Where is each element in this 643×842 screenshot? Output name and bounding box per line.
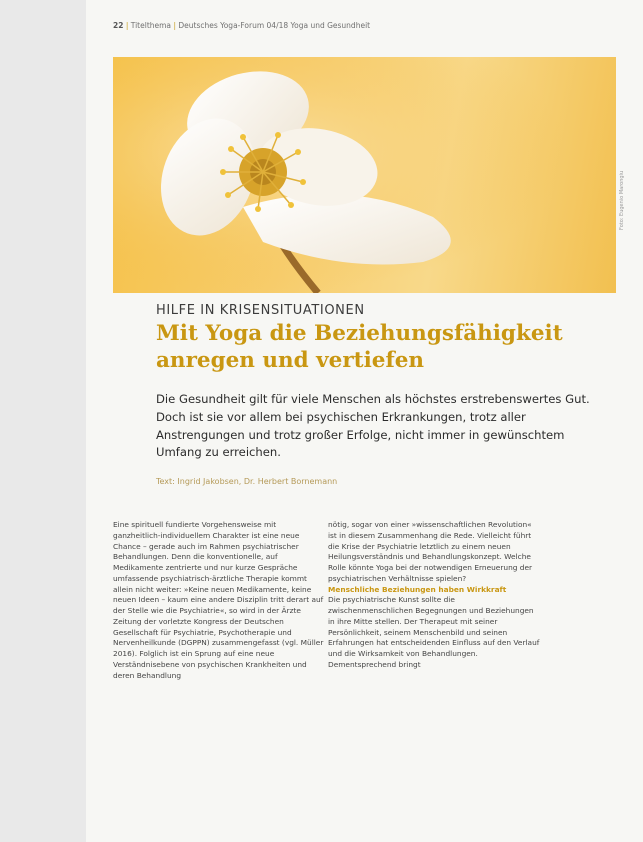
body-column-right	[328, 520, 540, 671]
article-title: Mit Yoga die Beziehungsfähigkeit anregen und vertiefen	[156, 321, 563, 373]
body-text-right-top: nötig, sogar von einer »wissenschaftlichen Revolution« ist in diesem Zusammenhang die Rede. Vielleicht führt die Krise der Psychiatrie letztlich zu einem neuen Heilungsverständnis und Behandlungskonzept. Welche Rolle könnte Yoga bei der notwendigen Erneuerung der psychiatrischen Verhältnisse spielen?	[328, 520, 533, 583]
lead-paragraph: Die Gesundheit gilt für viele Menschen als höchstes erstrebenswertes Gut. Doch ist sie vor allem bei psychischen Erkrankungen, trotz aller Anstrengungen und trotz großer Erfolge, nicht immer in gewünschtem Umfang zu erreichen.	[156, 392, 590, 460]
byline: Text: Ingrid Jakobsen, Dr. Herbert Bornemann	[156, 477, 338, 486]
flower-photo	[113, 57, 616, 293]
body-text-right-bottom: Die psychiatrische Kunst sollte die zwischenmenschlichen Begegnungen und Beziehungen in ihre Mitte stellen. Der Therapeut mit seiner Persönlichkeit, seinem Menschenbild und seinen Erfahrungen hat entscheidenden Einfluss auf den Verlauf und die Wirksamkeit von Behandlungen. Dementsprechend bringt	[328, 595, 540, 669]
page-number: 22	[113, 21, 124, 30]
running-header: 22 | Titelthema | Deutsches Yoga-Forum 04/18 Yoga und Gesundheit	[113, 21, 371, 30]
kicker: HILFE IN KRISENSITUATIONEN	[156, 303, 365, 318]
body-column-left	[113, 520, 325, 681]
flower-image	[113, 57, 616, 293]
magazine-page	[86, 0, 643, 842]
magazine-section: Titelthema	[130, 21, 172, 30]
body-text-left: Eine spirituell fundierte Vorgehensweise mit ganzheitlich-individuellem Charakter ist eine neue Chance – gerade auch im Rahmen psychiatrischer Behandlungen. Denn die konventionelle, auf Medikamente zentrierte und nur kurze Gespräche umfassende psychiatrisch-ärztliche Therapie kommt allein nicht weiter: »Keine neuen Medikamente, keine neuen Ideen – kaum eine andere Disziplin tritt derart auf der Stelle wie die Psychiatrie«, so wird in der Ärzte Zeitung der vorletzte Kongress der Deutschen Gesellschaft für Psychiatrie, Psychotherapie und Nervenheilkunde (DGPPN) zusammengefasst (vgl. Müller 2016). Folglich ist ein Sprung auf eine neue Verständnisebene von psychischen Krankheiten und deren Behandlung	[113, 520, 324, 680]
subheading: Menschliche Beziehungen haben Wirkkraft	[328, 584, 507, 594]
issue-label: Deutsches Yoga-Forum 04/18 Yoga und Gesundheit	[178, 21, 371, 30]
photo-credit: Foto: Eugenio Marongiu	[619, 170, 625, 230]
